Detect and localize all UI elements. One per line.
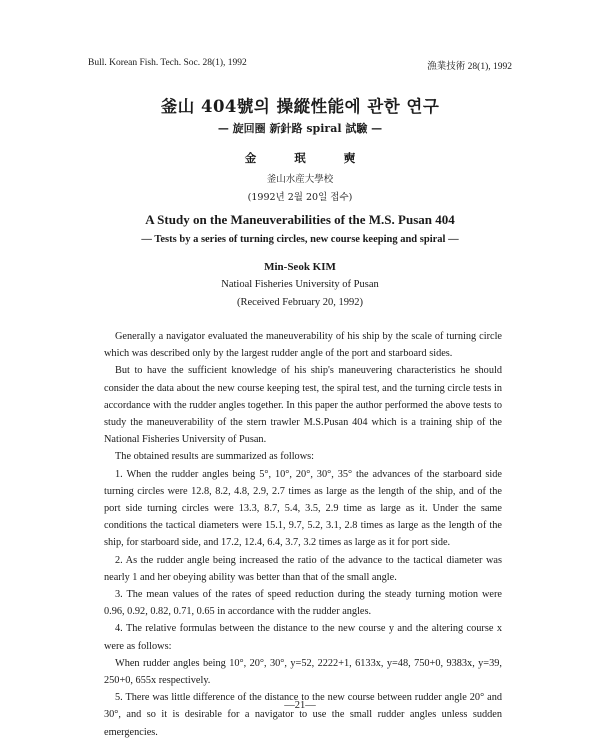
abstract-paragraph: But to have the sufficient knowledge of his ship's maneuvering characteristics he should consider the data about the new course keeping test, the spiral test, and the turning circle tests in accordance with the rudder angles together. In this paper the author performed the above tests to study the maneuverability of the stern trawler M.S.Pusan 404 which is a training ship of the National Fisheries University of Pusan.: [104, 365, 502, 446]
korean-received-date: (1992년 2월 20일 접수): [247, 192, 353, 203]
running-header: [88, 58, 512, 72]
english-received-date: (Received February 20, 1992): [237, 297, 363, 308]
result-item-1: 1. When the rudder angles being 5°, 10°, 20°, 30°, 35° the advances of the starboard side turning circles were 12.8, 8.2, 4.8, 2.9, 2.7 times as large as the length of the ship, and of the port side turning circles were 13.3, 8.7, 5.4, 3.5, 2.9 time as large as it. Under the same conditions the tactical diameters were 15.1, 9.7, 5.2, 3.1, 2.8 times as large as the length of the ship, for starboard side, and 17.2, 12.4, 6.4, 3.7, 3.2 times as large as it for port side.: [104, 468, 502, 549]
result-item-4-formulas: When rudder angles being 10°, 20°, 30°, y=52, 2222+1, 6133x, y=48, 750+0, 9383x, y=39, 250+0, 655x respectively.: [104, 657, 502, 687]
abstract-paragraph: The obtained results are summarized as follows:: [115, 451, 315, 463]
korean-title: 釜山 404號의 操縱性能에 관한 연구: [160, 97, 440, 116]
english-title: A Study on the Maneuverabilities of the M.S. Pusan 404: [145, 212, 455, 227]
abstract-paragraph: Generally a navigator evaluated the maneuverability of his ship by the scale of turning circle which was described only by the largest rudder angle of the port and starboard sides.: [104, 331, 502, 360]
english-author: Min-Seok KIM: [264, 261, 336, 273]
journal-citation-english: Bull. Korean Fish. Tech. Soc. 28(1), 1992: [88, 58, 247, 68]
korean-subtitle: — 旋回圈 新針路 spiral 試驗 —: [217, 122, 383, 135]
result-item-5: 5. There was little difference of the distance to the new course between rudder angle 20° and 30°, and so it is desirable for a navigator to use the small rudder angles unless sudden emergencies.: [104, 692, 502, 738]
korean-affiliation: 釜山水産大學校: [266, 174, 334, 185]
english-subtitle: — Tests by a series of turning circles, new course keeping and spiral —: [141, 234, 459, 245]
korean-author: 金珉奭: [244, 151, 394, 165]
result-item-4: 4. The relative formulas between the distance to the new course y and the altering course x were as follows:: [104, 623, 502, 652]
journal-citation-korean: 漁業技術 28(1), 1992: [427, 62, 512, 72]
result-item-2: 2. As the rudder angle being increased the ratio of the advance to the tactical diameter was nearly 1 and her obeying ability was better than that of the small angle.: [104, 554, 502, 583]
page-number: —21—: [284, 700, 316, 711]
result-item-3: 3. The mean values of the rates of speed reduction during the steady turning motion were 0.96, 0.92, 0.82, 0.71, 0.65 in accordance with the rudder angles.: [104, 589, 502, 618]
abstract: [104, 328, 502, 741]
english-affiliation: Natioal Fisheries University of Pusan: [221, 279, 379, 290]
